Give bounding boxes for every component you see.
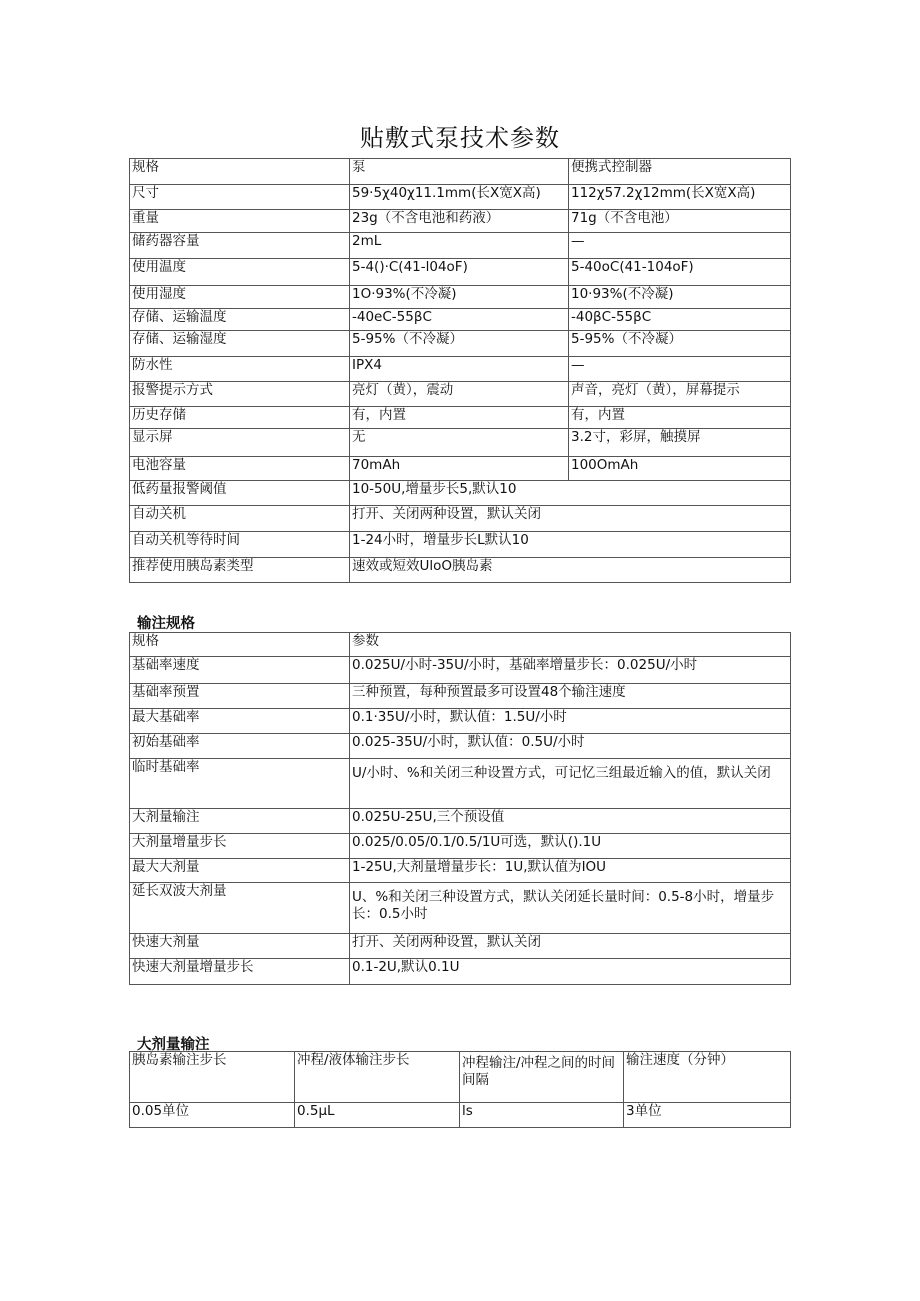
table-row bbox=[130, 185, 791, 210]
table-cell: 防水性 bbox=[130, 357, 350, 382]
table-cell: 延长双波大剂量 bbox=[130, 883, 350, 934]
table-cell: 0.05单位 bbox=[130, 1103, 295, 1128]
table-row bbox=[130, 532, 791, 558]
header-cell: 规格 bbox=[130, 159, 350, 185]
table-cell: 5-95%（不冷凝） bbox=[350, 331, 569, 357]
table-cell: U/小时、%和关闭三种设置方式，可记忆三组最近输入的值，默认关闭 bbox=[350, 759, 791, 809]
table-cell: 基础率速度 bbox=[130, 657, 350, 684]
table-cell: 5-40oC(41-104oF) bbox=[569, 259, 791, 286]
table-row bbox=[130, 331, 791, 357]
table-cell: 1-24小时，增量步长L默认10 bbox=[350, 532, 791, 558]
table-cell: 基础率预置 bbox=[130, 684, 350, 709]
table-row bbox=[130, 407, 791, 429]
table-cell: 历史存储 bbox=[130, 407, 350, 429]
table-row bbox=[130, 259, 791, 286]
table-cell: 报警提示方式 bbox=[130, 382, 350, 407]
table-row bbox=[130, 859, 791, 883]
table-cell: 0.1-2U,默认0.1U bbox=[350, 959, 791, 985]
table-row bbox=[130, 210, 791, 233]
table-cell: 电池容量 bbox=[130, 457, 350, 481]
table-cell: 大剂量增量步长 bbox=[130, 834, 350, 859]
table-row bbox=[130, 481, 791, 506]
table-cell: 储药器容量 bbox=[130, 233, 350, 259]
table-cell: 自动关机等待时间 bbox=[130, 532, 350, 558]
table-cell: 存储、运输温度 bbox=[130, 309, 350, 331]
table-row bbox=[130, 684, 791, 709]
table-cell: 使用湿度 bbox=[130, 286, 350, 309]
table-cell: 速效或短效UloO胰岛素 bbox=[350, 558, 791, 583]
table-cell: ls bbox=[460, 1103, 624, 1128]
bolus-table bbox=[129, 1051, 791, 1128]
table-row bbox=[130, 357, 791, 382]
table-row bbox=[130, 734, 791, 759]
header-cell: 输注速度（分钟） bbox=[624, 1052, 791, 1103]
table-row bbox=[130, 709, 791, 734]
table-cell: 3单位 bbox=[624, 1103, 791, 1128]
table-cell: 0.5μL bbox=[295, 1103, 460, 1128]
page-title: 贴敷式泵技术参数 bbox=[360, 124, 560, 152]
table-cell: 使用温度 bbox=[130, 259, 350, 286]
table-cell: 0.1·35U/小时，默认值：1.5U/小时 bbox=[350, 709, 791, 734]
table-cell: 有，内置 bbox=[350, 407, 569, 429]
table-row bbox=[130, 934, 791, 959]
table-row bbox=[130, 429, 791, 457]
table-header-row bbox=[130, 633, 791, 657]
table-cell: 5-4()·C(41-l04oF) bbox=[350, 259, 569, 286]
table-cell: 0.025U/小时-35U/小时，基础率增量步长：0.025U/小时 bbox=[350, 657, 791, 684]
table-cell: 0.025U-25U,三个预设值 bbox=[350, 809, 791, 834]
table-cell: 无 bbox=[350, 429, 569, 457]
infusion-section-title: 输注规格 bbox=[137, 616, 195, 632]
table-cell: 初始基础率 bbox=[130, 734, 350, 759]
header-cell: 冲程/液体输注步长 bbox=[295, 1052, 460, 1103]
spec-table bbox=[129, 158, 791, 583]
table-cell: 显示屏 bbox=[130, 429, 350, 457]
table-cell: 10·93%(不冷凝) bbox=[569, 286, 791, 309]
table-cell: 112χ57.2χ12mm(长X宽X高) bbox=[569, 185, 791, 210]
table-row bbox=[130, 506, 791, 532]
table-cell: 低药量报警阈值 bbox=[130, 481, 350, 506]
table-row bbox=[130, 834, 791, 859]
header-cell: 规格 bbox=[130, 633, 350, 657]
table-cell: -40eC-55βC bbox=[350, 309, 569, 331]
table-cell: 大剂量输注 bbox=[130, 809, 350, 834]
table-cell: — bbox=[569, 357, 791, 382]
table-cell: 100OmAh bbox=[569, 457, 791, 481]
table-cell: 59·5χ40χ11.1mm(长X宽X高) bbox=[350, 185, 569, 210]
table-cell: 三种预置，每种预置最多可设置48个输注速度 bbox=[350, 684, 791, 709]
header-cell: 泵 bbox=[350, 159, 569, 185]
table-cell: 最大大剂量 bbox=[130, 859, 350, 883]
table-cell: 23g（不含电池和药液） bbox=[350, 210, 569, 233]
table-row bbox=[130, 558, 791, 583]
table-cell: 最大基础率 bbox=[130, 709, 350, 734]
table-row bbox=[130, 1103, 791, 1128]
table-cell: 0.025-35U/小时，默认值：0.5U/小时 bbox=[350, 734, 791, 759]
header-cell: 冲程输注/冲程之间的时间间隔 bbox=[460, 1052, 624, 1103]
table-cell: 亮灯（黄），震动 bbox=[350, 382, 569, 407]
table-row bbox=[130, 759, 791, 809]
table-row bbox=[130, 286, 791, 309]
table-cell: 尺寸 bbox=[130, 185, 350, 210]
table-header-row bbox=[130, 1052, 791, 1103]
table-cell: 1-25U,大剂量增量步长：1U,默认值为IOU bbox=[350, 859, 791, 883]
table-cell: 声音，亮灯（黄），屏幕提示 bbox=[569, 382, 791, 407]
bolus-section-title: 大剂量输注 bbox=[137, 1037, 210, 1053]
table-header-row bbox=[130, 159, 791, 185]
table-row bbox=[130, 233, 791, 259]
table-cell: 自动关机 bbox=[130, 506, 350, 532]
table-cell: 有，内置 bbox=[569, 407, 791, 429]
table-cell: 71g（不含电池） bbox=[569, 210, 791, 233]
table-cell: 2mL bbox=[350, 233, 569, 259]
infusion-table bbox=[129, 632, 791, 985]
table-cell: 快速大剂量增量步长 bbox=[130, 959, 350, 985]
table-cell: 5-95%（不冷凝） bbox=[569, 331, 791, 357]
table-cell: 临时基础率 bbox=[130, 759, 350, 809]
table-cell: 3.2寸，彩屏，触摸屏 bbox=[569, 429, 791, 457]
table-cell: 推荐使用胰岛素类型 bbox=[130, 558, 350, 583]
table-cell: 0.025/0.05/0.1/0.5/1U可选，默认().1U bbox=[350, 834, 791, 859]
table-cell: 1O·93%(不冷凝) bbox=[350, 286, 569, 309]
table-cell: 重量 bbox=[130, 210, 350, 233]
table-row bbox=[130, 657, 791, 684]
table-row bbox=[130, 309, 791, 331]
table-cell: 打开、关闭两种设置，默认关闭 bbox=[350, 934, 791, 959]
table-row bbox=[130, 883, 791, 934]
table-cell: 快速大剂量 bbox=[130, 934, 350, 959]
header-cell: 参数 bbox=[350, 633, 791, 657]
header-cell: 便携式控制器 bbox=[569, 159, 791, 185]
header-cell: 胰岛素输注步长 bbox=[130, 1052, 295, 1103]
table-cell: 打开、关闭两种设置，默认关闭 bbox=[350, 506, 791, 532]
table-row bbox=[130, 457, 791, 481]
table-row bbox=[130, 959, 791, 985]
table-cell: 存储、运输湿度 bbox=[130, 331, 350, 357]
table-cell: — bbox=[569, 233, 791, 259]
table-cell: U、%和关闭三种设置方式，默认关闭延长量时间：0.5-8小时，增量步长：0.5小时 bbox=[350, 883, 791, 934]
table-row bbox=[130, 809, 791, 834]
table-cell: 70mAh bbox=[350, 457, 569, 481]
table-row bbox=[130, 382, 791, 407]
table-cell: 10-50U,增量步长5,默认10 bbox=[350, 481, 791, 506]
table-cell: IPX4 bbox=[350, 357, 569, 382]
table-cell: -40βC-55βC bbox=[569, 309, 791, 331]
